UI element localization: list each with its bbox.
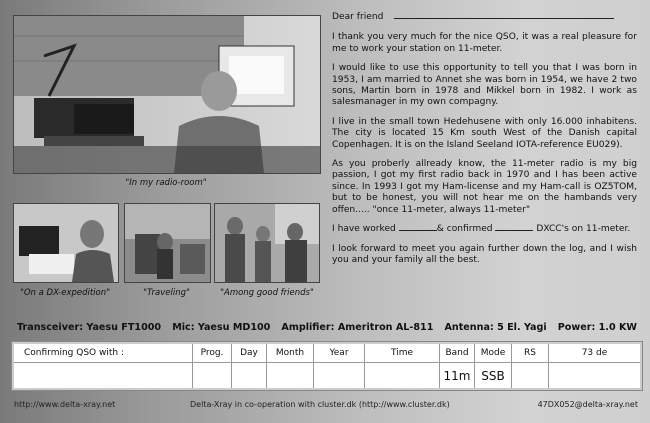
footer-cooperation: Delta-Xray in co-operation with cluster.dk (http://www.cluster.dk) (190, 400, 450, 409)
col-year: Year (314, 344, 365, 363)
greeting-line (332, 12, 637, 23)
col-mode: Mode (475, 344, 512, 363)
traveling-photo (124, 203, 211, 283)
col-73de: 73 de (549, 344, 641, 363)
friends-image (215, 204, 319, 282)
73de-value (549, 363, 641, 389)
letter-paragraph-6: I look forward to meet you again further down the log, and I wish you and your family all the best. (332, 243, 637, 265)
qso-table (14, 344, 640, 388)
letter (332, 12, 637, 274)
letter-paragraph-5 (332, 224, 637, 235)
greeting-blank (394, 18, 614, 19)
col-month: Month (267, 344, 314, 363)
greeting: Dear friend (332, 12, 384, 22)
qso-confirmation-box (12, 342, 642, 390)
power-spec: Power: 1.0 KW (557, 322, 637, 333)
day-value (232, 363, 267, 389)
radio-room-image (14, 16, 320, 173)
confirmed-label: & confirmed (436, 224, 493, 235)
letter-paragraph-3: I live in the small town Hedehusene with only 16.000 inhabitens. The city is located 15 Km south West of the Danish capital Copenhagen. It is on the Island Seeland IOTA-reference EU029). (332, 116, 637, 150)
confirmed-blank (495, 230, 533, 231)
time-value (365, 363, 440, 389)
mode-value: SSB (475, 363, 512, 389)
worked-blank (399, 230, 437, 231)
friends-photo (214, 203, 320, 283)
confirming-label: Confirming QSO with : (14, 344, 193, 363)
col-prog: Prog. (193, 344, 232, 363)
dxcc-label: DXCC's on 11-meter. (536, 224, 631, 235)
mic-spec: Mic: Yaesu MD100 (172, 322, 271, 333)
dx-expedition-caption: "On a DX-expedition" (19, 288, 111, 298)
letter-paragraph-4: As you proberly allready know, the 11-meter radio is my big passion, I got my first radio back in 1970 and I has been active since. In 1993 I got my Ham-license and my Ham-call is OZ5TOM, but to be honest, you will not hear me on the hambands very offen..... "once 11-meter, always 11-meter" (332, 159, 637, 215)
letter-paragraph-2: I would like to use this opportunity to tell you that I was born in 1953, I am married to Annet she was born in 1954, we have 2 two sons, Martin born in 1978 and Mikkel born in 1982. I work as salesmanager in my own compagny. (332, 63, 637, 108)
antenna-spec: Antenna: 5 El. Yagi (444, 322, 547, 333)
letter-paragraph-1: I thank you very much for the nice QSO, it was a real pleasure for me to work your station on 11-meter. (332, 32, 637, 54)
qso-header-row (14, 344, 640, 363)
radio-room-photo (13, 15, 321, 174)
amplifier-spec: Amplifier: Ameritron AL-811 (281, 322, 434, 333)
footer-email: 47DX052@delta-xray.net (537, 400, 638, 409)
radio-room-caption: "In my radio-room" (125, 178, 207, 188)
callsign-cell (14, 363, 193, 389)
rs-value (512, 363, 549, 389)
transceiver-spec: Transceiver: Yaesu FT1000 (17, 322, 162, 333)
prog-value (193, 363, 232, 389)
month-value (267, 363, 314, 389)
dx-expedition-photo (13, 203, 119, 283)
worked-label: I have worked (332, 224, 396, 235)
col-day: Day (232, 344, 267, 363)
band-value: 11m (440, 363, 475, 389)
year-value (314, 363, 365, 389)
traveling-image (125, 204, 210, 282)
footer-website: http://www.delta-xray.net (14, 400, 116, 409)
dx-expedition-image (14, 204, 118, 282)
col-time: Time (365, 344, 440, 363)
col-band: Band (440, 344, 475, 363)
traveling-caption: "Traveling" (143, 288, 190, 298)
col-rs: RS (512, 344, 549, 363)
qso-value-row (14, 363, 640, 389)
station-specs (17, 322, 637, 333)
friends-caption: "Among good friends" (220, 288, 314, 298)
